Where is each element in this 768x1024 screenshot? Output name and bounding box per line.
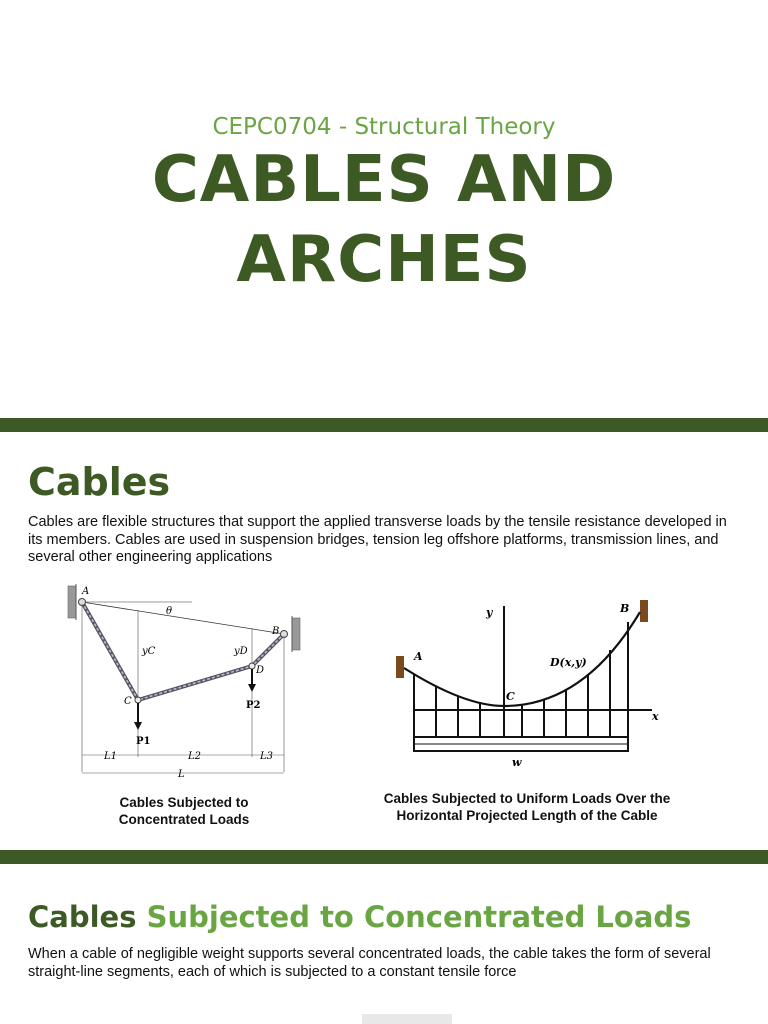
section-body: When a cable of negligible weight supports several concentrated loads, the cable takes the form of several straight-line segments, each of which is subjected to a constant tensile force [28, 946, 711, 980]
label-b: B [272, 626, 280, 637]
title-slide [0, 0, 768, 418]
label-y: y [486, 606, 493, 619]
title-line-1: CABLES AND [151, 143, 617, 217]
label-a: A [414, 650, 423, 663]
label-yc: yC [142, 646, 156, 657]
label-w: w [512, 756, 522, 769]
label-c: C [506, 690, 515, 703]
label-l: L [178, 769, 185, 780]
figure1-caption: Cables Subjected to Concentrated Loads [118, 795, 250, 827]
figure2-caption: Cables Subjected to Uniform Loads Over the Horizontal Projected Length of the Cable [383, 791, 671, 823]
label-yd: yD [234, 646, 248, 657]
label-x: x [652, 710, 659, 723]
concentrated-loads-slide [0, 864, 768, 1024]
section-body: Cables are flexible structures that support the applied transverse loads by the tensile resistance developed in its members. Cables are used in suspension bridges, tension leg offshore platforms, transmission lines, and several other engineering applications [28, 514, 727, 565]
partial-figure [362, 1014, 452, 1024]
label-a: A [82, 586, 90, 597]
label-c: C [124, 696, 132, 707]
label-theta: θ [166, 606, 173, 617]
heading-accent: Subjected to Concentrated Loads [146, 900, 692, 934]
label-l3: L3 [260, 751, 274, 762]
slide-divider [0, 418, 768, 432]
label-dxy: D(x,y) [550, 656, 587, 669]
page-title [0, 140, 768, 300]
uniform-loads-figure [394, 594, 668, 772]
cables-slide [0, 432, 768, 850]
section-heading [28, 900, 691, 934]
concentrated-loads-figure [62, 582, 312, 792]
label-d: D [256, 665, 265, 676]
slide-divider [0, 850, 768, 864]
title-line-2: ARCHES [236, 223, 532, 297]
course-code: CEPC0704 - Structural Theory [212, 114, 556, 140]
label-l1: L1 [104, 751, 118, 762]
label-p2: P2 [246, 700, 261, 711]
label-b: B [620, 602, 630, 615]
label-l2: L2 [188, 751, 202, 762]
section-heading: Cables [28, 460, 171, 504]
heading-dark: Cables [28, 900, 137, 934]
label-p1: P1 [136, 736, 151, 747]
